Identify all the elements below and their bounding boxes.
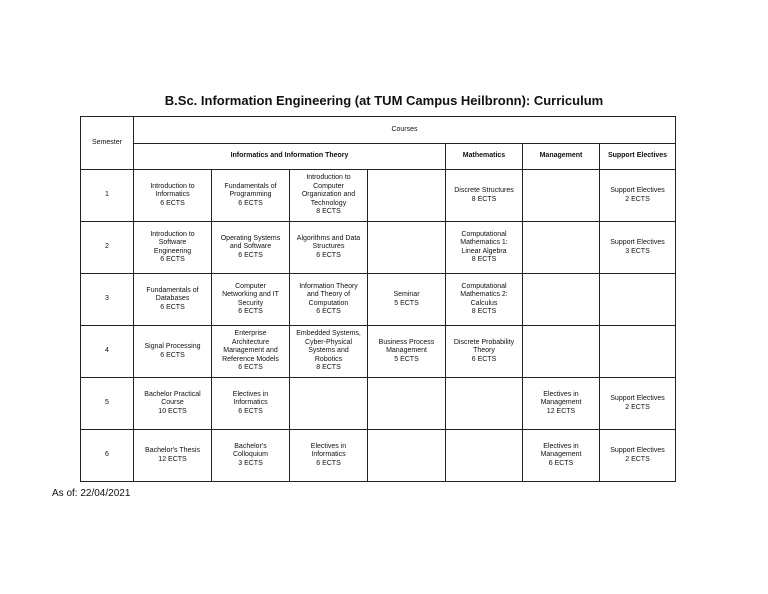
- course-cell: [600, 326, 676, 378]
- course-text: 6 ECTS: [316, 307, 341, 315]
- course-text: 2 ECTS: [625, 455, 650, 463]
- table-row: [81, 170, 676, 222]
- course-text: Management and: [223, 347, 278, 355]
- course-cell: [134, 378, 212, 430]
- semester-cell: 6: [81, 430, 134, 482]
- table-row: [81, 222, 676, 274]
- course-cell: [523, 222, 600, 274]
- course-text: Embedded Systems,: [296, 330, 361, 338]
- course-cell: [368, 430, 446, 482]
- course-cell: [523, 378, 600, 430]
- course-cell: [368, 170, 446, 222]
- course-text: 6 ECTS: [238, 407, 263, 415]
- curriculum-table: [80, 116, 676, 482]
- as-of-date: As of: 22/04/2021: [52, 488, 131, 499]
- course-text: 8 ECTS: [316, 364, 341, 372]
- course-text: Organization and: [301, 191, 356, 199]
- course-text: 3 ECTS: [238, 459, 263, 467]
- semester-cell: 3: [81, 274, 134, 326]
- course-cell: [134, 274, 212, 326]
- course-cell: [600, 170, 676, 222]
- course-cell: [212, 274, 290, 326]
- course-text: Electives in: [543, 442, 579, 450]
- course-text: Support Electives: [610, 447, 665, 455]
- course-text: Structures: [312, 243, 345, 251]
- course-cell: [600, 274, 676, 326]
- course-cell: [290, 378, 368, 430]
- course-cell: [290, 274, 368, 326]
- course-text: and Theory of: [306, 291, 351, 299]
- course-text: 6 ECTS: [471, 355, 497, 363]
- semester-header: Semester: [81, 117, 134, 170]
- course-cell: [212, 326, 290, 378]
- course-cell: [290, 430, 368, 482]
- course-text: Electives in: [543, 390, 579, 398]
- semester-cell: 1: [81, 170, 134, 222]
- course-text: Information Theory: [299, 282, 358, 290]
- course-cell: [523, 326, 600, 378]
- course-cell: [523, 430, 600, 482]
- course-cell: [368, 274, 446, 326]
- course-text: 3 ECTS: [625, 247, 650, 255]
- informatics-header: Informatics and Information Theory: [134, 144, 446, 170]
- course-cell: [212, 378, 290, 430]
- course-text: Robotics: [314, 355, 343, 363]
- table-row: [81, 326, 676, 378]
- course-cell: [446, 170, 523, 222]
- course-text: and Software: [229, 243, 272, 251]
- course-text: Support Electives: [610, 395, 665, 403]
- course-text: 6 ECTS: [238, 251, 263, 259]
- course-text: 6 ECTS: [160, 303, 185, 311]
- course-text: Mathematics 1:: [460, 239, 508, 247]
- course-text: Course: [161, 399, 184, 407]
- course-text: 6 ECTS: [316, 459, 341, 467]
- course-text: Signal Processing: [144, 343, 201, 351]
- course-text: Informatics: [311, 451, 346, 459]
- course-cell: [446, 430, 523, 482]
- course-text: Fundamentals of: [146, 286, 199, 294]
- course-cell: [212, 222, 290, 274]
- course-text: Programming: [229, 191, 272, 199]
- table-row: [81, 430, 676, 482]
- course-text: Introduction to: [150, 182, 195, 190]
- course-text: Technology: [310, 199, 347, 207]
- page-title: B.Sc. Information Engineering (at TUM Campus Heilbronn): Curriculum: [164, 93, 604, 108]
- course-text: Cyber-Physical: [304, 338, 353, 346]
- course-text: Reference Models: [222, 355, 279, 363]
- course-cell: [134, 326, 212, 378]
- course-text: Enterprise: [234, 330, 267, 338]
- course-text: Bachelor Practical: [144, 390, 201, 398]
- course-text: 8 ECTS: [471, 255, 497, 263]
- course-text: 2 ECTS: [625, 403, 650, 411]
- header-row-categories: [81, 144, 676, 170]
- course-text: 6 ECTS: [160, 199, 185, 207]
- course-cell: [290, 222, 368, 274]
- table-row: [81, 378, 676, 430]
- course-text: 12 ECTS: [158, 455, 187, 463]
- course-text: Security: [237, 299, 264, 307]
- course-text: Architecture: [231, 338, 270, 346]
- course-text: Discrete Structures: [454, 187, 514, 195]
- course-cell: [368, 326, 446, 378]
- semester-cell: 4: [81, 326, 134, 378]
- course-text: Business Process: [378, 338, 435, 346]
- course-text: 6 ECTS: [238, 364, 263, 372]
- course-text: Operating Systems: [220, 234, 281, 242]
- course-cell: [523, 170, 600, 222]
- course-text: Calculus: [470, 299, 498, 307]
- support-header: Support Electives: [600, 144, 676, 170]
- course-text: 5 ECTS: [394, 299, 419, 307]
- course-cell: [368, 378, 446, 430]
- course-cell: [134, 430, 212, 482]
- course-text: Databases: [155, 295, 190, 303]
- course-text: Networking and IT: [222, 291, 279, 299]
- course-cell: [290, 326, 368, 378]
- course-text: Support Electives: [610, 187, 665, 195]
- course-text: 6 ECTS: [160, 255, 185, 263]
- course-cell: [446, 274, 523, 326]
- course-text: Seminar: [393, 291, 420, 299]
- course-text: 2 ECTS: [625, 195, 650, 203]
- course-text: Bachelor's: [234, 442, 267, 450]
- course-text: 6 ECTS: [238, 307, 263, 315]
- course-cell: [600, 430, 676, 482]
- course-text: Computational: [461, 282, 507, 290]
- course-text: Theory: [473, 347, 495, 355]
- semester-cell: 2: [81, 222, 134, 274]
- course-text: Systems and: [308, 347, 349, 355]
- course-text: 12 ECTS: [546, 407, 576, 415]
- table-row: [81, 274, 676, 326]
- course-text: 8 ECTS: [471, 195, 497, 203]
- course-text: Informatics: [155, 191, 190, 199]
- course-text: Bachelor's Thesis: [145, 447, 200, 455]
- course-text: Computational: [461, 230, 507, 238]
- course-text: Support Electives: [610, 239, 665, 247]
- course-text: Mathematics 2:: [460, 291, 508, 299]
- course-cell: [368, 222, 446, 274]
- course-text: Software: [158, 239, 187, 247]
- course-text: Colloquium: [232, 451, 269, 459]
- course-text: Engineering: [153, 247, 192, 255]
- course-text: 6 ECTS: [238, 199, 263, 207]
- courses-header: Courses: [134, 117, 676, 144]
- course-text: 8 ECTS: [471, 307, 497, 315]
- course-text: Electives in: [310, 442, 347, 450]
- course-text: Fundamentals of: [224, 182, 277, 190]
- course-text: Management: [540, 451, 582, 459]
- course-cell: [446, 378, 523, 430]
- course-cell: [446, 326, 523, 378]
- course-cell: [134, 170, 212, 222]
- course-cell: [212, 430, 290, 482]
- course-text: 6 ECTS: [160, 351, 185, 359]
- course-text: Informatics: [233, 399, 268, 407]
- course-text: 10 ECTS: [158, 407, 187, 415]
- course-text: Discrete Probability: [453, 338, 515, 346]
- course-text: Computer: [313, 182, 344, 190]
- course-text: 6 ECTS: [316, 251, 341, 259]
- course-text: Introduction to: [150, 230, 195, 238]
- course-text: 8 ECTS: [316, 208, 341, 216]
- header-row-top: [81, 117, 676, 144]
- course-cell: [212, 170, 290, 222]
- course-cell: [290, 170, 368, 222]
- course-cell: [134, 222, 212, 274]
- course-text: Computation: [308, 299, 349, 307]
- course-text: Introduction to: [306, 174, 351, 182]
- course-cell: [446, 222, 523, 274]
- course-text: 6 ECTS: [548, 459, 574, 467]
- course-text: Management: [386, 347, 427, 355]
- course-text: Management: [540, 399, 582, 407]
- management-header: Management: [523, 144, 600, 170]
- course-cell: [523, 274, 600, 326]
- course-cell: [600, 378, 676, 430]
- course-text: Computer: [235, 282, 266, 290]
- semester-cell: 5: [81, 378, 134, 430]
- mathematics-header: Mathematics: [446, 144, 523, 170]
- course-cell: [600, 222, 676, 274]
- course-text: 5 ECTS: [394, 355, 419, 363]
- course-text: Linear Algebra: [461, 247, 507, 255]
- course-text: Electives in: [232, 390, 269, 398]
- course-text: Algorithms and Data: [296, 234, 361, 242]
